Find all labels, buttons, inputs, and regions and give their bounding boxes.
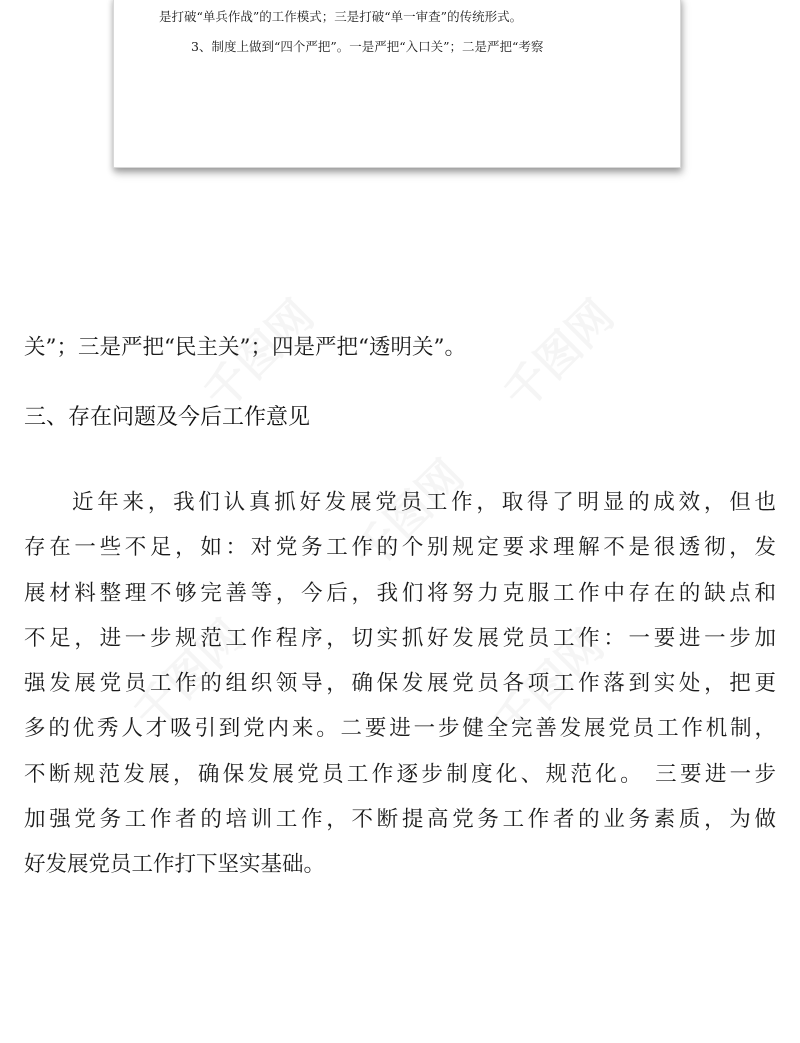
paragraph-line: 不足，进一步规范工作程序，切实抓好发展党员工作：一要进一步加 <box>24 625 776 651</box>
paragraph-line: 多的优秀人才吸引到党内来。二要进一步健全完善发展党员工作机制， <box>24 716 776 742</box>
continuation-text: 关”；三是严把“民主关”；四是严把“透明关”。 <box>24 335 466 360</box>
watermark: 千图网 <box>484 620 614 750</box>
watermark: 千图网 <box>344 450 474 580</box>
section-heading: 三、存在问题及今后工作意见 <box>24 405 311 430</box>
paragraph-line: 好发展党员工作打下坚实基础。 <box>24 852 326 878</box>
card-text-line: 是打破“单兵作战”的工作模式；三是打破“单一审查”的传统形式。 <box>159 9 523 24</box>
watermark: 千图网 <box>194 290 324 420</box>
paragraph-line: 展材料整理不够完善等，今后，我们将努力克服工作中存在的缺点和 <box>24 580 776 606</box>
body-paragraph <box>24 488 776 896</box>
watermark: 千图网 <box>124 610 254 740</box>
page-preview-card <box>113 0 681 168</box>
watermark: 千图网 <box>494 290 624 420</box>
paragraph-line: 存在一些不足，如：对党务工作的个别规定要求理解不是很透彻，发 <box>24 535 776 561</box>
paragraph-line: 近年来，我们认真抓好发展党员工作，取得了明显的成效，但也 <box>72 490 776 515</box>
paragraph-line: 不断规范发展，确保发展党员工作逐步制度化、规范化。 三要进一步 <box>24 761 776 787</box>
paragraph-line: 强发展党员工作的组织领导，确保发展党员各项工作落到实处，把更 <box>24 671 776 697</box>
card-text-line: 3、制度上做到“四个严把”。一是严把“入口关”；二是严把“考察 <box>191 39 544 54</box>
paragraph-line: 加强党务工作者的培训工作，不断提高党务工作者的业务素质，为做 <box>24 807 776 833</box>
